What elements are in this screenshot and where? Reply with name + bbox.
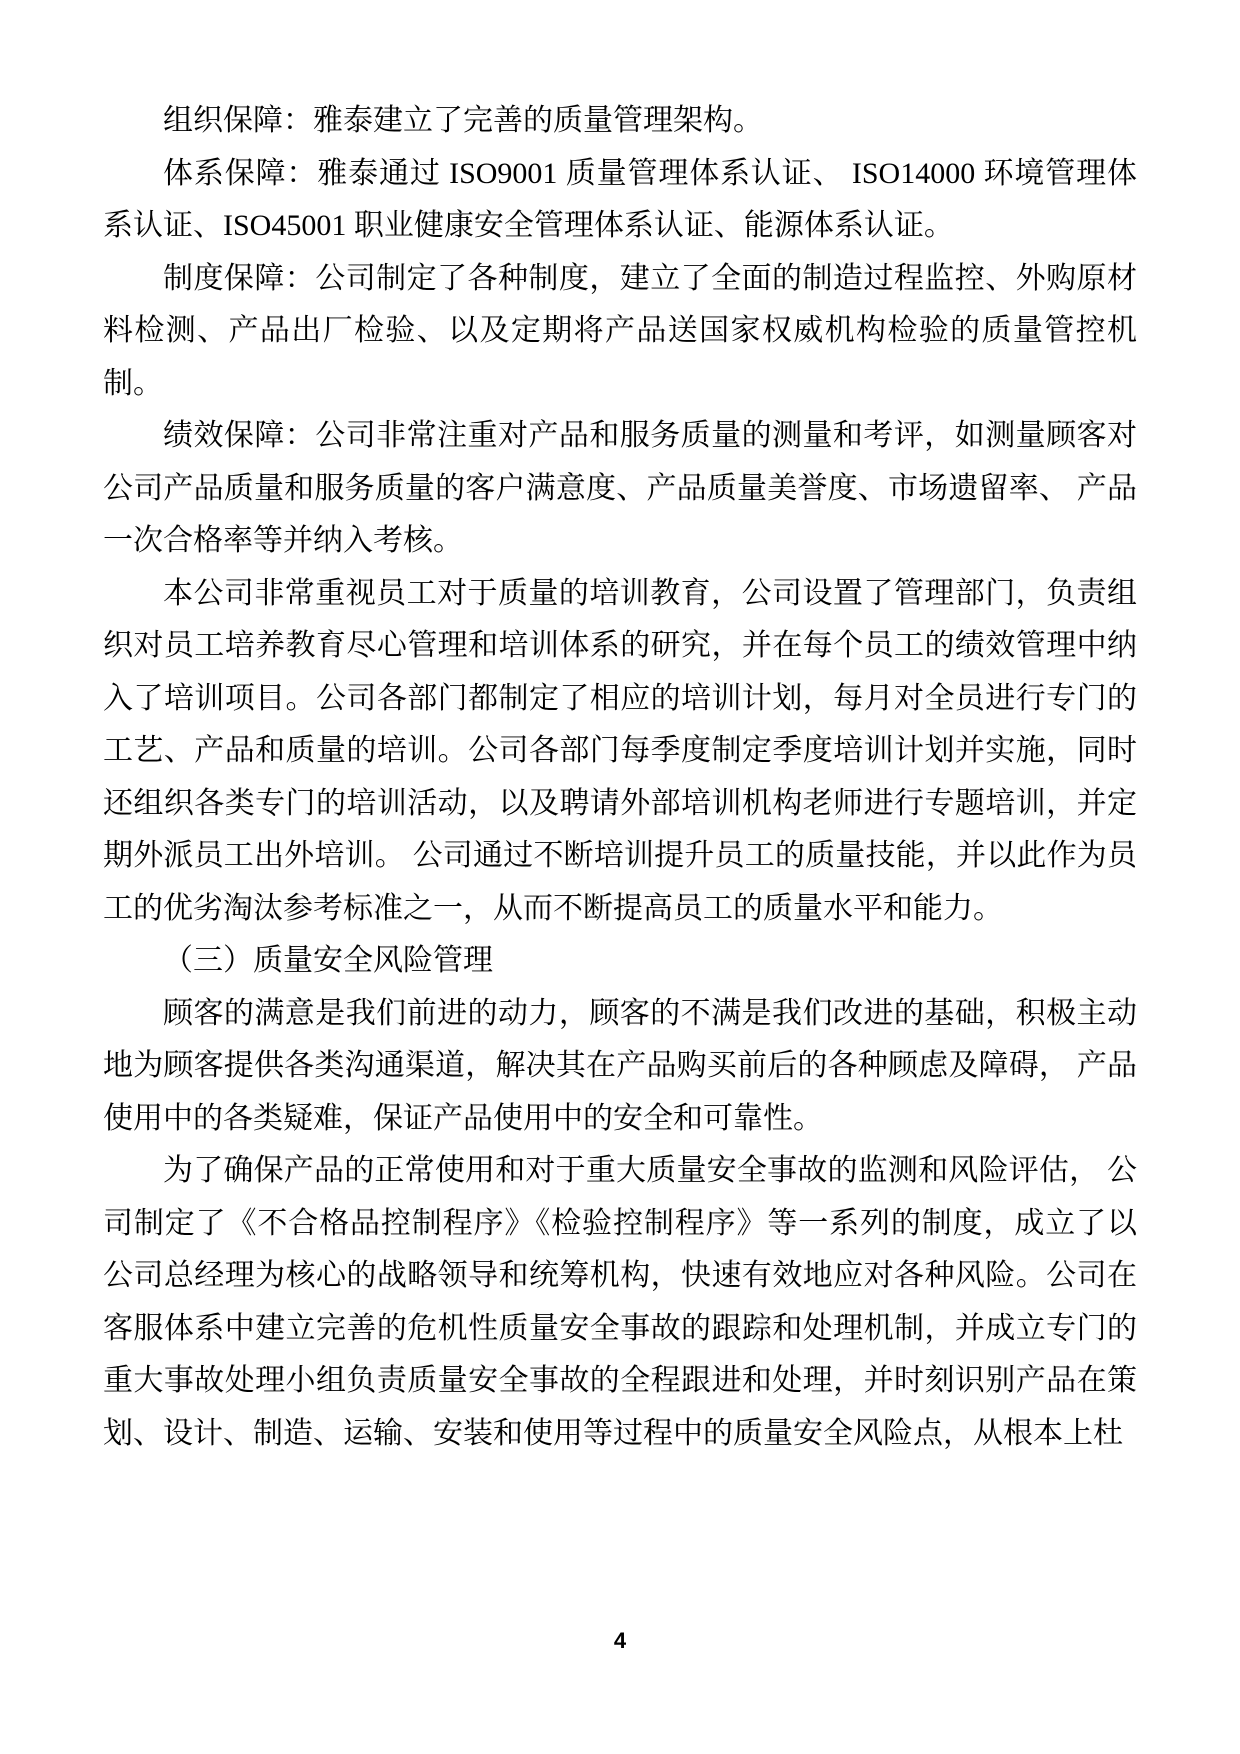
page-number: 4 xyxy=(613,1628,627,1653)
paragraph-training: 本公司非常重视员工对于质量的培训教育，公司设置了管理部门，负责组织对员工培养教育尽心管理和培训体系的研究，并在每个员工的绩效管理中纳入了培训项目。公司各部门都制定了相应的培训计划，每月对全员进行专门的工艺、产品和质量的培训。公司各部门每季度制定季度培训计划并实施，同时还组织各类专门的培训活动，以及聘请外部培训机构老师进行专题培训，并定期外派员工出外培训。 公司通过不断培训提升员工的质量技能，并以此作为员工的优劣淘汰参考标准之一，从而不断提高员工的质量水平和能力。 xyxy=(103,576,1137,925)
paragraph-system-guarantee: 体系保障：雅泰通过 ISO9001 质量管理体系认证、 ISO14000 环境管理体系认证、ISO45001 职业健康安全管理体系认证、能源体系认证。 xyxy=(103,156,1137,242)
paragraph-customer-satisfaction: 顾客的满意是我们前进的动力，顾客的不满是我们改进的基础，积极主动地为顾客提供各类沟通渠道，解决其在产品购买前后的各种顾虑及障碍， 产品使用中的各类疑难，保证产品使用中的安全和可靠性。 xyxy=(103,996,1137,1135)
paragraph-performance-guarantee: 绩效保障：公司非常注重对产品和服务质量的测量和考评，如测量顾客对公司产品质量和服务质量的客户满意度、产品质量美誉度、市场遗留率、 产品一次合格率等并纳入考核。 xyxy=(103,419,1137,557)
paragraph-organization-guarantee: 组织保障：雅泰建立了完善的质量管理架构。 xyxy=(163,104,763,137)
page-footer xyxy=(0,1628,1240,1654)
document-body xyxy=(103,95,1137,1460)
paragraph-risk-control: 为了确保产品的正常使用和对于重大质量安全事故的监测和风险评估， 公司制定了《不合格品控制程序》《检验控制程序》等一系列的制度，成立了以公司总经理为核心的战略领导和统筹机构，快速有效地应对各种风险。公司在客服体系中建立完善的危机性质量安全事故的跟踪和处理机制，并成立专门的重大事故处理小组负责质量安全事故的全程跟进和处理，并时刻识别产品在策划、设计、制造、运输、安装和使用等过程中的质量安全风险点，从根本上杜 xyxy=(103,1154,1137,1450)
paragraph-institution-guarantee: 制度保障：公司制定了各种制度，建立了全面的制造过程监控、外购原材料检测、产品出厂检验、以及定期将产品送国家权威机构检验的质量管控机制。 xyxy=(103,261,1137,400)
section-heading-quality-safety-risk-management: （三）质量安全风险管理 xyxy=(163,944,493,977)
